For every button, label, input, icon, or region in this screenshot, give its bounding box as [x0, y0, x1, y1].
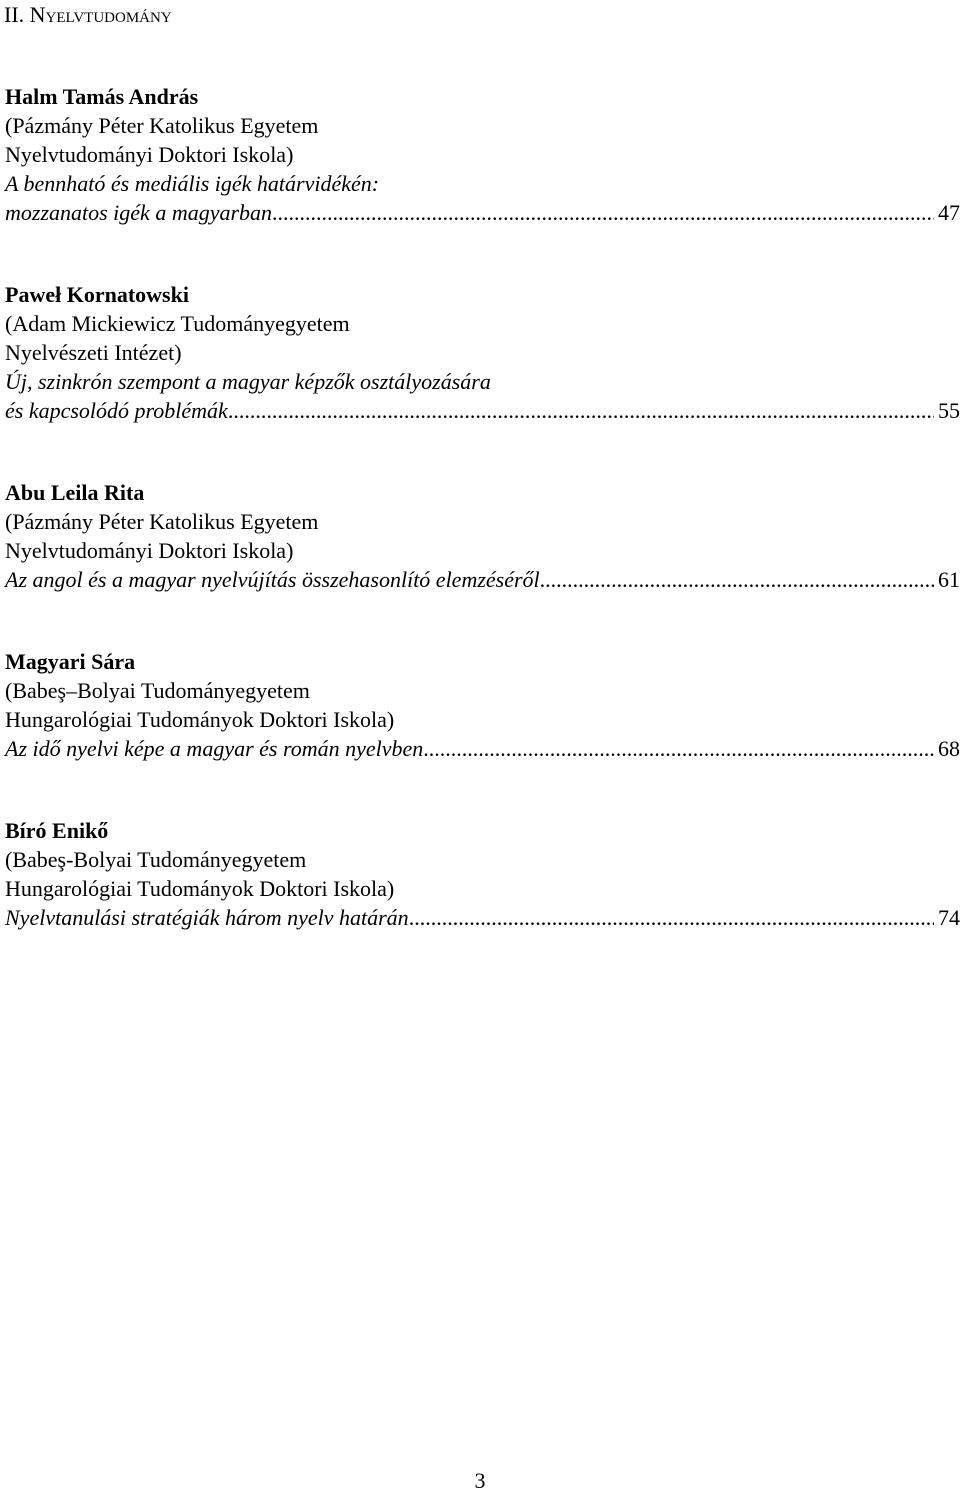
- entry-affiliation-line: (Pázmány Péter Katolikus Egyetem: [5, 509, 319, 534]
- entry-author: Bíró Enikő: [5, 818, 109, 843]
- entry-affiliation-line: Hungarológiai Tudományok Doktori Iskola): [5, 876, 395, 901]
- entry-author: Paweł Kornatowski: [5, 282, 189, 307]
- entry-page-number[interactable]: 55: [938, 398, 960, 423]
- section-heading: [4, 0, 172, 29]
- entry-author: Abu Leila Rita: [5, 480, 145, 505]
- toc-entry[interactable]: [5, 647, 960, 763]
- entry-page-number[interactable]: 47: [938, 200, 960, 225]
- table-of-contents: [5, 82, 960, 985]
- entry-author: Magyari Sára: [5, 649, 136, 674]
- entry-affiliation-line: Nyelvészeti Intézet): [5, 340, 182, 365]
- dot-leader: [540, 565, 934, 594]
- entry-title-with-page: [5, 734, 960, 763]
- entry-affiliation-line: (Babeş-Bolyai Tudományegyetem: [5, 847, 307, 872]
- section-title: Nyelvtudomány: [29, 2, 172, 27]
- toc-entry[interactable]: [5, 280, 960, 425]
- entry-title-line: Új, szinkrón szempont a magyar képzők osztályozására: [5, 369, 491, 394]
- entry-affiliation-line: (Babeş–Bolyai Tudományegyetem: [5, 678, 310, 703]
- section-number: II.: [4, 2, 25, 27]
- entry-affiliation-line: Hungarológiai Tudományok Doktori Iskola): [5, 707, 395, 732]
- entry-affiliation-line: (Pázmány Péter Katolikus Egyetem: [5, 113, 319, 138]
- dot-leader: [409, 903, 934, 932]
- entry-title-with-page: [5, 396, 960, 425]
- entry-affiliation-line: (Adam Mickiewicz Tudományegyetem: [5, 311, 350, 336]
- entry-title-last: Nyelvtanulási stratégiák három nyelv határán: [5, 905, 409, 930]
- entry-page-number[interactable]: 74: [938, 905, 960, 930]
- toc-entry[interactable]: [5, 82, 960, 227]
- entry-affiliation-line: Nyelvtudományi Doktori Iskola): [5, 538, 294, 563]
- entry-title-line: A bennható és mediális igék határvidékén:: [5, 171, 380, 196]
- toc-entry[interactable]: [5, 816, 960, 932]
- entry-title-with-page: [5, 198, 960, 227]
- dot-leader: [423, 734, 934, 763]
- dot-leader: [228, 396, 934, 425]
- entry-title-last: és kapcsolódó problémák: [5, 398, 228, 423]
- entry-title-last: Az idő nyelvi képe a magyar és román nyelvben: [5, 736, 424, 761]
- entry-title-with-page: [5, 903, 960, 932]
- toc-entry[interactable]: [5, 478, 960, 594]
- page-number: 3: [474, 1468, 486, 1493]
- entry-page-number[interactable]: 68: [938, 736, 960, 761]
- dot-leader: [272, 198, 934, 227]
- entry-title-last: mozzanatos igék a magyarban: [5, 200, 273, 225]
- entry-author: Halm Tamás András: [5, 84, 199, 109]
- entry-title-with-page: [5, 565, 960, 594]
- entry-affiliation-line: Nyelvtudományi Doktori Iskola): [5, 142, 294, 167]
- entry-title-last: Az angol és a magyar nyelvújítás összehasonlító elemzéséről: [5, 567, 540, 592]
- entry-page-number[interactable]: 61: [938, 567, 960, 592]
